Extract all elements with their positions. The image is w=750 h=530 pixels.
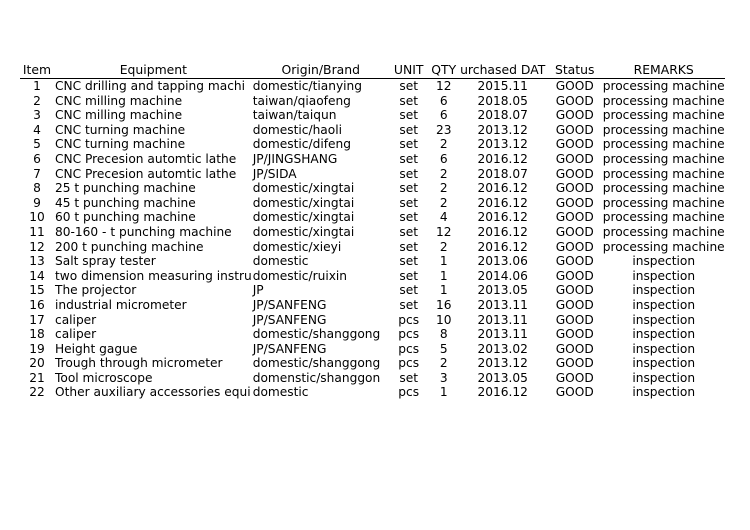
cell-status: GOOD	[555, 297, 594, 312]
table-row	[20, 298, 725, 313]
cell-origin: domestic/shanggong	[252, 356, 381, 371]
table-row	[20, 327, 725, 342]
cell-status: GOOD	[555, 137, 594, 152]
cell-status: GOOD	[555, 239, 594, 254]
cell-date: 2015.11	[477, 79, 528, 93]
cell-status: GOOD	[555, 93, 594, 108]
cell-qty: 16	[435, 297, 452, 312]
cell-equipment: Salt spray tester	[55, 254, 156, 269]
cell-origin: domestic/xingtai	[252, 195, 355, 210]
cell-remarks: processing machine	[602, 108, 725, 123]
cell-date: 2016.12	[477, 239, 528, 254]
cell-remarks: inspection	[632, 356, 696, 371]
cell-origin: domestic/tianying	[252, 79, 363, 93]
table-row	[20, 123, 725, 138]
cell-item: 21	[29, 370, 45, 385]
cell-remarks: processing machine	[602, 122, 725, 137]
cell-remarks: inspection	[632, 297, 696, 312]
header-unit: UNIT	[393, 62, 424, 77]
table-row	[20, 137, 725, 152]
cell-qty: 5	[439, 341, 448, 356]
cell-qty: 6	[439, 93, 448, 108]
table-row	[20, 210, 725, 225]
cell-item: 13	[29, 254, 45, 269]
cell-date: 2014.06	[477, 268, 528, 283]
cell-equipment: CNC milling machine	[55, 93, 183, 108]
cell-origin: domestic/ruixin	[252, 268, 348, 283]
header-qty: QTY	[431, 62, 457, 77]
cell-equipment: CNC Precesion automtic lathe	[55, 151, 237, 166]
cell-date: 2013.12	[477, 356, 528, 371]
cell-status: GOOD	[555, 166, 594, 181]
cell-date: 2013.11	[477, 297, 528, 312]
cell-unit: set	[399, 268, 419, 283]
cell-remarks: processing machine	[602, 195, 725, 210]
cell-status: GOOD	[555, 108, 594, 123]
cell-unit: pcs	[398, 312, 420, 327]
cell-status: GOOD	[555, 254, 594, 269]
table-row	[20, 196, 725, 211]
cell-remarks: processing machine	[602, 79, 725, 93]
cell-unit: set	[399, 210, 419, 225]
equipment-table	[20, 62, 725, 400]
cell-origin: domestic	[252, 254, 309, 269]
cell-date: 2013.12	[477, 137, 528, 152]
cell-date: 2013.02	[477, 341, 528, 356]
cell-remarks: inspection	[632, 312, 696, 327]
cell-origin: JP/SANFENG	[252, 312, 327, 327]
cell-item: 20	[29, 356, 45, 371]
cell-item: 2	[33, 93, 41, 108]
cell-date: 2016.12	[477, 151, 528, 166]
table-row	[20, 342, 725, 357]
cell-item: 16	[29, 297, 45, 312]
cell-item: 22	[29, 385, 45, 400]
cell-unit: set	[399, 93, 419, 108]
cell-status: GOOD	[555, 312, 594, 327]
table-row	[20, 108, 725, 123]
cell-equipment: two dimension measuring instru	[55, 268, 252, 283]
cell-date: 2013.11	[477, 312, 528, 327]
cell-date: 2013.05	[477, 283, 528, 298]
cell-remarks: processing machine	[602, 239, 725, 254]
cell-remarks: inspection	[632, 327, 696, 342]
header-status: Status	[554, 62, 595, 77]
cell-equipment: caliper	[55, 327, 97, 342]
cell-unit: pcs	[398, 341, 420, 356]
cell-status: GOOD	[555, 356, 594, 371]
header-equipment: Equipment	[119, 62, 187, 77]
cell-status: GOOD	[555, 370, 594, 385]
cell-remarks: inspection	[632, 283, 696, 298]
table-row	[20, 313, 725, 328]
table-row	[20, 385, 725, 400]
cell-equipment: CNC milling machine	[55, 108, 183, 123]
cell-qty: 1	[439, 283, 448, 298]
cell-qty: 1	[439, 254, 448, 269]
cell-unit: set	[399, 195, 419, 210]
cell-status: GOOD	[555, 79, 594, 93]
table-row	[20, 94, 725, 109]
cell-origin: domestic/xingtai	[252, 210, 355, 225]
cell-date: 2018.07	[477, 108, 528, 123]
cell-equipment: 80-160 - t punching machine	[55, 224, 232, 239]
cell-remarks: processing machine	[602, 166, 725, 181]
cell-item: 14	[29, 268, 45, 283]
cell-unit: set	[399, 283, 419, 298]
cell-item: 12	[29, 239, 45, 254]
cell-equipment: caliper	[55, 312, 97, 327]
table-row	[20, 181, 725, 196]
cell-unit: set	[399, 137, 419, 152]
cell-qty: 8	[439, 327, 448, 342]
cell-status: GOOD	[555, 224, 594, 239]
cell-status: GOOD	[555, 268, 594, 283]
cell-qty: 23	[435, 122, 452, 137]
cell-status: GOOD	[555, 327, 594, 342]
cell-item: 3	[33, 108, 41, 123]
cell-origin: taiwan/taiqun	[252, 108, 337, 123]
cell-unit: set	[399, 224, 419, 239]
cell-unit: set	[399, 151, 419, 166]
cell-origin: JP/JINGSHANG	[252, 151, 338, 166]
cell-date: 2016.12	[477, 181, 528, 196]
cell-remarks: inspection	[632, 385, 696, 400]
cell-status: GOOD	[555, 195, 594, 210]
cell-qty: 10	[435, 312, 452, 327]
cell-unit: set	[399, 122, 419, 137]
cell-remarks: processing machine	[602, 151, 725, 166]
cell-unit: set	[399, 166, 419, 181]
cell-equipment: Height gague	[55, 341, 138, 356]
table-row	[20, 240, 725, 255]
cell-qty: 2	[439, 166, 448, 181]
cell-origin: JP/SANFENG	[252, 341, 327, 356]
table-row	[20, 79, 725, 94]
cell-date: 2016.12	[477, 224, 528, 239]
cell-qty: 2	[439, 239, 448, 254]
table-row	[20, 167, 725, 182]
table-body	[20, 79, 725, 401]
table-row	[20, 225, 725, 240]
table-row	[20, 283, 725, 298]
cell-date: 2013.06	[477, 254, 528, 269]
cell-origin: domestic/difeng	[252, 137, 351, 152]
cell-item: 11	[29, 224, 45, 239]
cell-item: 4	[33, 122, 41, 137]
cell-remarks: processing machine	[602, 137, 725, 152]
cell-remarks: processing machine	[602, 93, 725, 108]
cell-equipment: 25 t punching machine	[55, 181, 196, 196]
cell-origin: domestic/xingtai	[252, 181, 355, 196]
cell-equipment: industrial micrometer	[55, 297, 187, 312]
cell-qty: 2	[439, 137, 448, 152]
cell-unit: set	[399, 108, 419, 123]
cell-date: 2018.07	[477, 166, 528, 181]
header-row	[20, 62, 725, 79]
cell-equipment: 60 t punching machine	[55, 210, 196, 225]
cell-qty: 2	[439, 356, 448, 371]
cell-item: 5	[33, 137, 41, 152]
cell-status: GOOD	[555, 122, 594, 137]
cell-origin: domestic/xingtai	[252, 224, 355, 239]
cell-item: 7	[33, 166, 41, 181]
cell-unit: set	[399, 297, 419, 312]
cell-status: GOOD	[555, 341, 594, 356]
cell-unit: set	[399, 239, 419, 254]
cell-status: GOOD	[555, 210, 594, 225]
cell-qty: 1	[439, 268, 448, 283]
cell-qty: 12	[435, 224, 452, 239]
cell-date: 2013.11	[477, 327, 528, 342]
cell-unit: pcs	[398, 385, 420, 400]
cell-unit: set	[399, 79, 419, 93]
cell-qty: 6	[439, 108, 448, 123]
cell-item: 6	[33, 151, 41, 166]
cell-date: 2013.05	[477, 370, 528, 385]
cell-date: 2016.12	[477, 385, 528, 400]
cell-origin: domestic/haoli	[252, 122, 343, 137]
cell-status: GOOD	[555, 385, 594, 400]
cell-date: 2013.12	[477, 122, 528, 137]
cell-origin: domestic/xieyi	[252, 239, 342, 254]
header-origin: Origin/Brand	[281, 62, 360, 77]
cell-item: 17	[29, 312, 45, 327]
cell-item: 10	[29, 210, 45, 225]
table-row	[20, 254, 725, 269]
cell-unit: pcs	[398, 327, 420, 342]
cell-equipment: The projector	[55, 283, 137, 298]
cell-date: 2016.12	[477, 210, 528, 225]
cell-remarks: inspection	[632, 341, 696, 356]
cell-qty: 6	[439, 151, 448, 166]
cell-date: 2016.12	[477, 195, 528, 210]
table-row	[20, 269, 725, 284]
cell-remarks: processing machine	[602, 210, 725, 225]
cell-qty: 3	[439, 370, 448, 385]
cell-equipment: CNC turning machine	[55, 137, 186, 152]
header-remarks: REMARKS	[633, 62, 694, 77]
header-item: Item	[22, 62, 52, 77]
cell-item: 8	[33, 181, 41, 196]
cell-item: 19	[29, 341, 45, 356]
cell-equipment: CNC drilling and tapping machi	[55, 79, 246, 93]
cell-equipment: CNC Precesion automtic lathe	[55, 166, 237, 181]
cell-origin: JP	[252, 283, 264, 298]
cell-unit: set	[399, 370, 419, 385]
cell-status: GOOD	[555, 181, 594, 196]
cell-equipment: 200 t punching machine	[55, 239, 204, 254]
cell-qty: 12	[435, 79, 452, 93]
cell-remarks: inspection	[632, 254, 696, 269]
cell-remarks: processing machine	[602, 224, 725, 239]
cell-origin: domestic	[252, 385, 309, 400]
cell-equipment: Tool microscope	[55, 370, 153, 385]
cell-item: 15	[29, 283, 45, 298]
cell-status: GOOD	[555, 283, 594, 298]
cell-qty: 2	[439, 181, 448, 196]
cell-remarks: processing machine	[602, 181, 725, 196]
cell-item: 9	[33, 195, 41, 210]
equipment-sheet	[20, 62, 725, 400]
cell-equipment: 45 t punching machine	[55, 195, 196, 210]
table-row	[20, 356, 725, 371]
cell-qty: 2	[439, 195, 448, 210]
cell-qty: 1	[439, 385, 448, 400]
table-row	[20, 152, 725, 167]
cell-item: 1	[33, 79, 41, 93]
cell-equipment: CNC turning machine	[55, 122, 186, 137]
cell-origin: domenstic/shanggon	[252, 370, 381, 385]
cell-origin: taiwan/qiaofeng	[252, 93, 351, 108]
cell-origin: JP/SANFENG	[252, 297, 327, 312]
cell-status: GOOD	[555, 151, 594, 166]
cell-equipment: Trough through micrometer	[55, 356, 223, 371]
cell-unit: set	[399, 254, 419, 269]
cell-qty: 4	[439, 210, 448, 225]
cell-remarks: inspection	[632, 370, 696, 385]
cell-remarks: inspection	[632, 268, 696, 283]
cell-date: 2018.05	[477, 93, 528, 108]
cell-unit: pcs	[398, 356, 420, 371]
header-date: urchased DAT	[460, 62, 546, 77]
cell-item: 18	[29, 327, 45, 342]
cell-origin: domestic/shanggong	[252, 327, 381, 342]
cell-unit: set	[399, 181, 419, 196]
table-row	[20, 371, 725, 386]
cell-equipment: Other auxiliary accessories equi	[55, 385, 251, 400]
cell-origin: JP/SIDA	[252, 166, 297, 181]
